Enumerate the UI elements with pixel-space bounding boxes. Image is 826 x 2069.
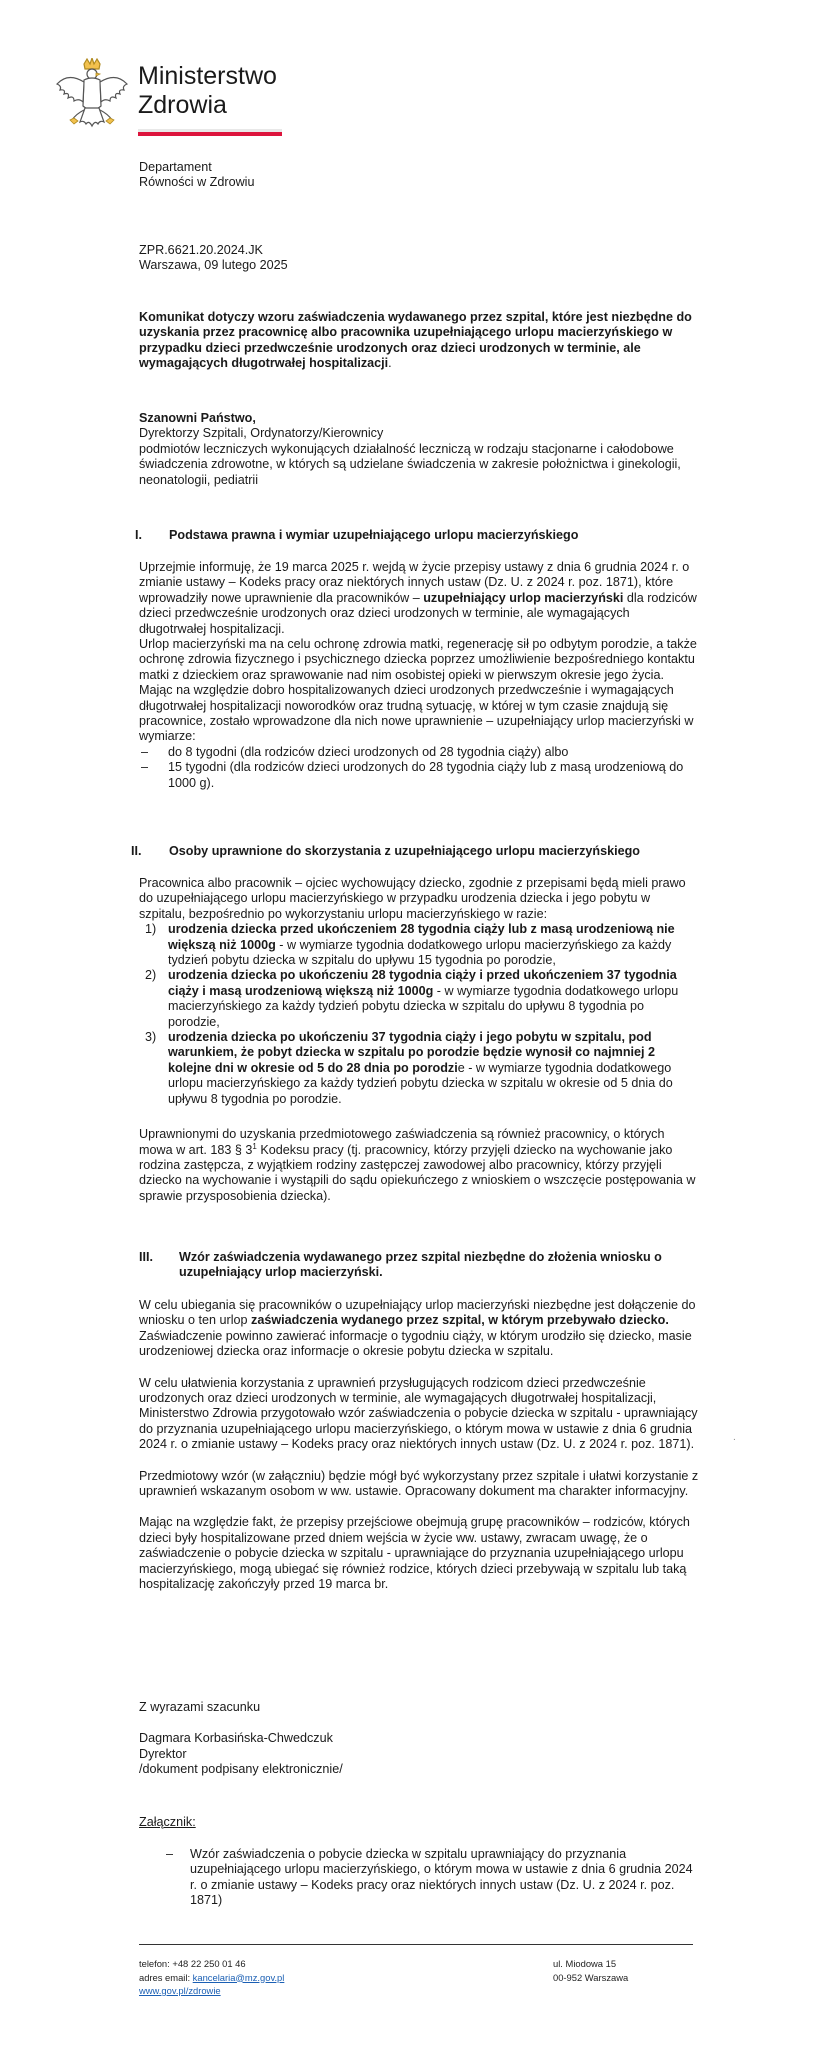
list-item: – 15 tygodni (dla rodziców dzieci urodzonych do 28 tygodnia ciąży lub z masą urodzeniową do 1000 g). — [141, 760, 684, 790]
section-2-body — [139, 876, 699, 1204]
reference — [139, 243, 697, 274]
section-3-paragraph-2: W celu ułatwienia korzystania z uprawnień przysługujących rodzicom dzieci przedwcześnie urodzonych oraz dzieci urodzonych w terminie, ale wymagających długotrwałej hospitalizacji, Ministerstwo Zdrowia przygotowało wzór zaświadczenia o pobycie dziecka w szpitalu - uprawniający do przyznania uzupełniającego urlopu macierzyńskiego, o którym mowa w ustawie z dnia 6 grudnia 2024 r. o zmianie ustawy – Kodeks pracy oraz niektórych innych ustaw (Dz. U. z 2024 r. poz. 1871). — [139, 1375, 698, 1452]
footer-divider — [139, 1944, 693, 1945]
attachment — [139, 1815, 697, 1830]
addressee-line2: podmiotów leczniczych wykonujących działalność leczniczą w rodzaju stacjonarne i całodobowe świadczenia zdrowotne, w których są udzielane świadczenia w zakresie położnictwa i ginekologii, neonatologii, pediatrii — [139, 441, 681, 487]
signatory-position: Dyrektor — [139, 1746, 187, 1761]
section-1-title: Podstawa prawna i wymiar uzupełniającego urlopu macierzyńskiego — [169, 528, 579, 542]
footer-contact — [139, 1957, 284, 1998]
signature-note: /dokument podpisany elektronicznie/ — [139, 1762, 343, 1777]
polish-eagle-emblem-icon — [54, 58, 130, 138]
ministry-name-line2: Zdrowia — [138, 91, 227, 119]
list-item: 3) urodzenia dziecka po ukończeniu 37 tygodnia ciąży i jego pobytu w szpitalu, pod warunkiem, że pobyt dziecka w szpitalu po porodzie będzie wynosił co najmniej 2 kolejne dni w okresie od 5 do 28 dnia po porodzie - w wymiarze tygodnia dodatkowego urlopu macierzyńskiego za każdy tydzień pobytu dziecka w szpitalu w okresie od 5 dnia do upływu 8 tygodnia po porodzie. — [145, 1030, 673, 1106]
subject — [139, 310, 714, 372]
department — [139, 160, 697, 191]
footer-email-line: adres email: kancelaria@mz.gov.pl — [139, 1971, 285, 1983]
section-3-paragraph-4: Mając na względzie fakt, że przepisy przejściowe obejmują grupę pracowników – rodziców, których dzieci były hospitalizowane przed dniem wejścia w życie ww. ustawy, zwracam uwagę, że o zaświadczenie o pobycie dziecka w szpitalu - uprawniające do przyznania uzupełniającego urlopu macierzyńskiego, mogą ubiegać się również rodzice, których dzieci przebywają w szpitalu lub taką hospitalizację zakończyły przed 19 marca br. — [139, 1515, 690, 1592]
subject-end: . — [388, 356, 392, 371]
regards: Z wyrazami szacunku — [139, 1700, 261, 1714]
list-item: – do 8 tygodni (dla rodziców dzieci urodzonych od 28 tygodnia ciąży) albo — [141, 744, 569, 759]
section-1-paragraph-3: Mając na względzie dobro hospitalizowanych dzieci urodzonych przedwcześnie i wymagających długotrwałej hospitalizacji noworodków oraz trudną sytuację, w której w tym czasie znajdują się pracownice, zostało wprowadzone dla nich nowe uprawnienie – uzupełniający urlop macierzyński w wymiarze: — [139, 683, 694, 744]
footer-city: 00-952 Warszawa — [553, 1971, 629, 1983]
section-3-body — [139, 1298, 699, 1593]
greeting: Szanowni Państwo, — [139, 411, 256, 425]
flag-bar-red — [138, 132, 282, 136]
footer-address — [553, 1957, 628, 1984]
department-line1: Departament — [139, 160, 212, 174]
section-2-paragraph-1: Pracownica albo pracownik – ojciec wychowujący dziecko, zgodnie z przepisami będą mieli prawo do uzupełniającego urlopu macierzyńskiego w przypadku urodzenia dziecka i jego pobytu w szpitalu, bezpośrednio po wykorzystaniu urlopu macierzyńskiego w razie: — [139, 876, 686, 921]
ministry-name — [138, 62, 277, 120]
section-3-heading — [139, 1250, 699, 1281]
attachment-label: Załącznik: — [139, 1815, 196, 1829]
margin-mark: . — [733, 1432, 736, 1443]
section-1-numeral: I. — [135, 528, 142, 542]
footer-street: ul. Miodowa 15 — [553, 1958, 617, 1969]
reference-number: ZPR.6621.20.2024.JK — [139, 243, 263, 257]
email-link[interactable]: kancelaria@mz.gov.pl — [192, 1971, 285, 1983]
section-2-paragraph-2: Uprawnionymi do uzyskania przedmiotowego zaświadczenia są również pracownicy, o których mowa w art. 183 § $3^1$ Kodeksu pracy (tj. pracownicy, którzy przyjęli dziecko na wychowanie jako rodzina zastępcza, z wyjątkiem rodziny zastępczej zawodowej albo pracownicy, którzy przyjęli dziecko na wychowanie i wystąpili do sądu opiekuńczego z wnioskiem o wszczęcie postępowania w sprawie przysposobienia dziecka). — [139, 1127, 696, 1203]
section-1-paragraph-1: Uprzejmie informuję, że 19 marca 2025 r. wejdą w życie przepisy ustawy z dnia 6 grudnia 2024 r. o zmianie ustawy – Kodeks pracy oraz niektórych innych ustaw (Dz. U. z 2024 r. poz. 1871), które wprowadziły nowe uprawnienie dla pracowników – uzupełniający urlop macierzyński dla rodziców dzieci przedwcześnie urodzonych oraz dzieci urodzonych w terminie, ale wymagających długotrwałej hospitalizacji. — [139, 560, 697, 636]
section-3-title: Wzór zaświadczenia wydawanego przez szpital niezbędne do złożenia wniosku o uzupełniający urlop macierzyński. — [179, 1250, 662, 1280]
section-2-title: Osoby uprawnione do skorzystania z uzupełniającego urlopu macierzyńskiego — [169, 844, 640, 858]
section-1-body — [139, 560, 699, 791]
website-link[interactable]: www.gov.pl/zdrowie — [139, 1985, 221, 1996]
place-date: Warszawa, 09 lutego 2025 — [139, 258, 288, 273]
addressee-line1: Dyrektorzy Szpitali, Ordynatorzy/Kierownicy — [139, 426, 384, 441]
signatory-name: Dagmara Korbasińska-Chwedczuk — [139, 1731, 333, 1746]
section-3-numeral: III. — [139, 1250, 153, 1264]
footer-phone: telefon: +48 22 250 01 46 — [139, 1958, 246, 1969]
salutation — [139, 411, 714, 488]
attachment-list — [164, 1847, 694, 1909]
list-item: 2) urodzenia dziecka po ukończeniu 28 tygodnia ciąży i przed ukończeniem 37 tygodnia ciąży i masą urodzeniową większą niż 1000g - w wymiarze tygodnia dodatkowego urlopu macierzyńskiego za każdy tydzień pobytu dziecka w szpitalu do upływu 8 tygodnia po porodzie, — [145, 968, 679, 1029]
ministry-name-line1: Ministerstwo — [138, 62, 277, 90]
department-line2: Równości w Zdrowiu — [139, 175, 255, 190]
subject-text: Komunikat dotyczy wzoru zaświadczenia wydawanego przez szpital, które jest niezbędne do uzyskania przez pracownicę albo pracownika uzupełniającego urlopu macierzyńskiego w przypadku dzieci przedwcześnie urodzonych oraz dzieci urodzonych w terminie, ale wymagających długotrwałej hospitalizacji — [139, 310, 692, 371]
section-1-paragraph-2: Urlop macierzyński ma na celu ochronę zdrowia matki, regenerację sił po odbytym porodzie, a także ochronę zdrowia fizycznego i psychicznego dziecka poprzez umożliwienie bezpośredniego kontaktu matki z dzieckiem oraz sprawowanie nad nim osobistej opieki w pierwszym okresie jego życia. — [139, 637, 697, 682]
list-item: – Wzór zaświadczenia o pobycie dziecka w szpitalu uprawniający do przyznania uzupełniającego urlopu macierzyńskiego, o którym mowa w ustawie z dnia 6 grudnia 2024 r. o zmianie ustawy – Kodeks pracy oraz niektórych innych ustaw (Dz. U. z 2024 r. poz. 1871) — [166, 1847, 693, 1908]
section-3-paragraph-1: W celu ubiegania się pracowników o uzupełniający urlop macierzyński niezbędne jest dołączenie do wniosku o ten urlop zaświadczenia wydanego przez szpital, w którym przebywało dziecko. Zaświadczenie powinno zawierać informacje o tygodniu ciąży, w którym urodziło się dziecko, masie urodzeniowej dziecka oraz informacje o okresie pobytu dziecka w szpitalu. — [139, 1298, 696, 1359]
section-2-numeral: II. — [131, 844, 142, 858]
closing — [139, 1700, 697, 1778]
section-3-paragraph-3: Przedmiotowy wzór (w załączniu) będzie mógł być wykorzystany przez szpitale i ułatwi korzystanie z uprawnień wskazanym osobom w ww. ustawie. Opracowany dokument ma charakter informacyjny. — [139, 1468, 699, 1499]
list-item: 1) urodzenia dziecka przed ukończeniem 28 tygodnia ciąży lub z masą urodzeniową nie większą niż 1000g - w wymiarze tygodnia dodatkowego urlopu macierzyńskiego za każdy tydzień pobytu dziecka w szpitalu do upływu 15 tygodnia po porodzie, — [145, 922, 675, 968]
